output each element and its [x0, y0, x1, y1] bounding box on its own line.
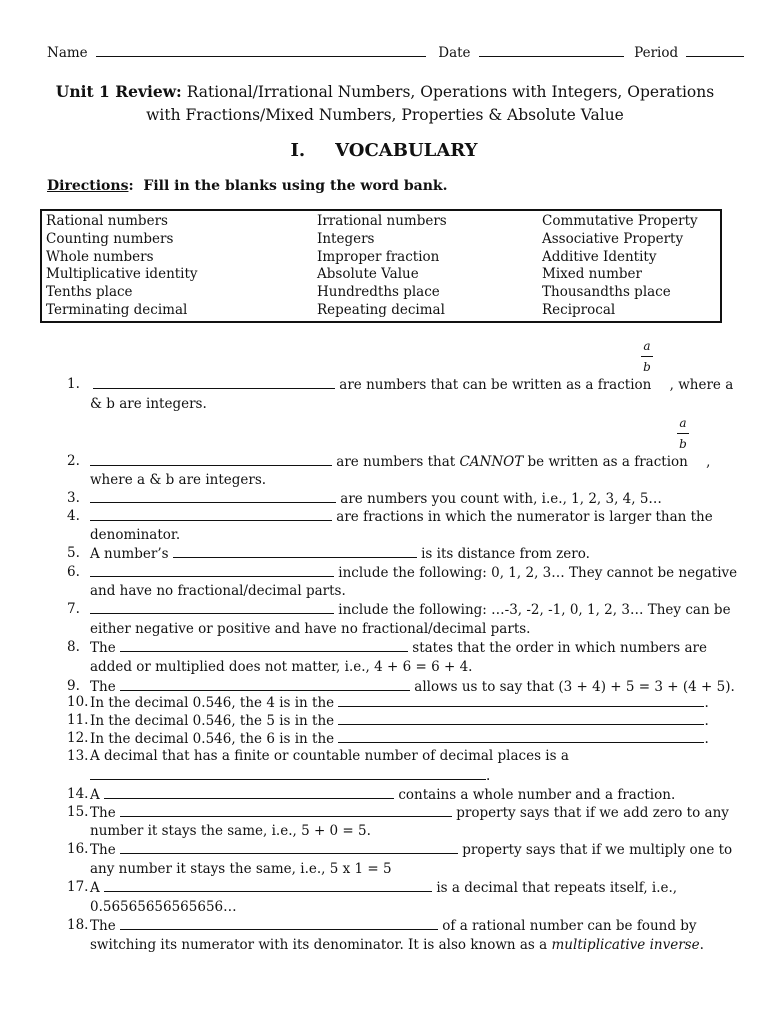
question-number: 16. [67, 841, 89, 857]
answer-blank-11[interactable] [338, 712, 704, 725]
question-text: contains a whole number and a fraction. [394, 787, 676, 803]
question-number: 2. [67, 453, 80, 469]
word-bank-item: Additive Identity [542, 248, 657, 265]
question-number: 6. [67, 564, 80, 580]
word-bank-item: Commutative Property [542, 213, 698, 229]
question-1 [93, 376, 733, 393]
question-text: In the decimal 0.546, the 5 is in the [90, 713, 339, 729]
question-18 [90, 917, 697, 934]
question-number: 3. [67, 490, 80, 506]
question-8-continued: added or multiplied does not matter, i.e., 4 + 6 = 6 + 4. [90, 659, 473, 675]
question-text: The [90, 918, 120, 934]
question-17-continued: 0.56565656565656… [90, 899, 237, 915]
question-text: allows us to say that (3 + 4) + 5 = 3 + (4 + 5). [409, 679, 735, 695]
question-text: property says that if we multiply one to [457, 842, 733, 858]
word-bank-item: Multiplicative identity [46, 266, 198, 283]
title-line1: Rational/Irrational Numbers, Operations with Integers, Operations [181, 83, 715, 101]
question-5 [90, 545, 590, 562]
question-14 [90, 786, 675, 803]
word-bank-item: Thousandths place [542, 284, 671, 301]
question-8 [90, 639, 707, 656]
fraction-denominator: b [643, 360, 651, 374]
question-number: 10. [67, 694, 89, 710]
period-field[interactable] [686, 44, 744, 57]
question-text: are fractions in which the numerator is larger than the [332, 509, 713, 525]
word-bank-item: Absolute Value [317, 266, 419, 283]
question-text: include the following: 0, 1, 2, 3… They cannot be negative [334, 565, 738, 581]
fraction-bar [677, 433, 689, 434]
question-1-continued: & b are integers. [90, 396, 207, 412]
word-bank-column-2 [317, 213, 447, 320]
fraction-a-over-b [641, 339, 653, 374]
question-text: are numbers that [332, 454, 460, 470]
question-text: be written as a fraction [523, 454, 693, 470]
question-text: A [90, 787, 105, 803]
answer-blank-15[interactable] [120, 804, 452, 817]
question-text: . [486, 768, 491, 784]
name-label: Name [47, 45, 88, 61]
question-9 [90, 678, 735, 695]
question-7-continued: either negative or positive and have no fractional/decimal parts. [90, 621, 531, 637]
title-bold: Unit 1 Review: [55, 82, 182, 101]
question-text: The [90, 679, 120, 695]
question-13-continued [90, 767, 490, 784]
question-text: The [90, 805, 120, 821]
word-bank-item: Rational numbers [46, 213, 168, 229]
question-number: 14. [67, 786, 89, 802]
question-text: , [706, 454, 711, 470]
word-bank-column-1 [46, 213, 198, 320]
question-number: 18. [67, 917, 89, 933]
worksheet-title [40, 80, 730, 127]
directions-colon: : [128, 178, 134, 194]
fraction-a-over-b [677, 416, 689, 451]
question-16-continued: any number it stays the same, i.e., 5 x 1 = 5 [90, 861, 392, 877]
answer-blank-17[interactable] [104, 879, 432, 892]
answer-blank-1[interactable] [93, 376, 335, 389]
word-bank-item: Improper fraction [317, 248, 440, 265]
word-bank-item: Associative Property [542, 230, 684, 247]
word-bank-item: Mixed number [542, 266, 642, 283]
name-field[interactable] [96, 44, 426, 57]
question-text: is its distance from zero. [416, 546, 590, 562]
fraction-numerator: a [679, 416, 687, 430]
question-number: 12. [67, 730, 89, 746]
question-text: . [704, 713, 709, 729]
word-bank-item: Integers [317, 230, 375, 247]
question-16 [90, 841, 732, 858]
answer-blank-7[interactable] [90, 601, 334, 614]
question-emphasis: CANNOT [459, 454, 524, 470]
question-4-continued: denominator. [90, 527, 181, 543]
title-line2: with Fractions/Mixed Numbers, Properties & Absolute Value [146, 106, 624, 124]
question-text: In the decimal 0.546, the 4 is in the [90, 695, 339, 711]
word-bank-item: Tenths place [46, 284, 133, 301]
question-17 [90, 879, 677, 896]
question-text: property says that if we add zero to any [451, 805, 729, 821]
question-number: 1. [67, 376, 80, 392]
answer-blank-3[interactable] [90, 490, 336, 503]
fraction-numerator: a [643, 339, 651, 353]
question-4 [90, 508, 713, 525]
question-text: The [90, 842, 120, 858]
word-bank-item: Repeating decimal [317, 301, 445, 318]
question-15 [90, 804, 729, 821]
period-label: Period [634, 45, 679, 61]
question-2 [90, 453, 710, 470]
date-field[interactable] [479, 44, 624, 57]
question-number: 9. [67, 678, 80, 694]
answer-blank-4[interactable] [90, 508, 332, 521]
question-12 [90, 730, 709, 747]
question-2-continued: where a & b are integers. [90, 472, 267, 488]
question-text: A [90, 880, 105, 896]
question-text: are numbers that can be written as a fraction [335, 377, 656, 393]
question-7 [90, 601, 731, 618]
word-bank-item: Reciprocal [542, 301, 616, 318]
question-number: 15. [67, 804, 89, 820]
answer-blank-13[interactable] [90, 767, 486, 780]
question-number: 5. [67, 545, 80, 561]
answer-blank-18[interactable] [120, 917, 438, 930]
question-11 [90, 712, 709, 729]
question-text: A number’s [90, 546, 173, 562]
question-text: states that the order in which numbers are [407, 640, 707, 656]
word-bank [40, 209, 722, 323]
question-text: The [90, 640, 120, 656]
question-text: is a decimal that repeats itself, i.e., [432, 880, 678, 896]
answer-blank-12[interactable] [338, 730, 704, 743]
word-bank-item: Terminating decimal [46, 301, 188, 318]
question-text: are numbers you count with, i.e., 1, 2, 3, 4, 5… [336, 491, 662, 507]
question-15-continued: number it stays the same, i.e., 5 + 0 = 5. [90, 823, 371, 839]
directions-text: Fill in the blanks using the word bank. [133, 178, 448, 194]
question-number: 13. [67, 748, 89, 764]
word-bank-column-3 [542, 213, 698, 320]
word-bank-item: Whole numbers [46, 248, 154, 265]
question-text: . [704, 731, 709, 747]
question-13: A decimal that has a finite or countable number of decimal places is a [90, 748, 569, 764]
section-number: I. [290, 140, 306, 161]
section-heading [0, 140, 768, 161]
answer-blank-14[interactable] [104, 786, 394, 799]
directions [47, 178, 447, 194]
question-text: In the decimal 0.546, the 6 is in the [90, 731, 339, 747]
question-number: 4. [67, 508, 80, 524]
question-number: 8. [67, 639, 80, 655]
answer-blank-5[interactable] [173, 545, 417, 558]
answer-blank-10[interactable] [338, 694, 704, 707]
question-number: 11. [67, 712, 89, 728]
answer-blank-6[interactable] [90, 564, 334, 577]
student-info-header [47, 44, 719, 61]
question-text: . [699, 937, 704, 953]
question-18-continued [90, 937, 704, 953]
directions-label: Directions [47, 178, 129, 194]
question-text: switching its numerator with its denominator. It is also known as a [90, 937, 552, 953]
question-emphasis: multiplicative inverse [551, 937, 700, 953]
question-6-continued: and have no fractional/decimal parts. [90, 583, 346, 599]
question-text: of a rational number can be found by [437, 918, 697, 934]
word-bank-item: Hundredths place [317, 284, 440, 301]
date-label: Date [438, 45, 471, 61]
question-number: 7. [67, 601, 80, 617]
answer-blank-16[interactable] [120, 841, 458, 854]
fraction-bar [641, 356, 653, 357]
question-text: , where a [669, 377, 734, 393]
question-6 [90, 564, 737, 581]
word-bank-item: Counting numbers [46, 230, 174, 247]
section-name: VOCABULARY [335, 140, 478, 161]
answer-blank-2[interactable] [90, 453, 332, 466]
question-number: 17. [67, 879, 89, 895]
answer-blank-8[interactable] [120, 639, 408, 652]
question-text: include the following: …-3, -2, -1, 0, 1, 2, 3… They can be [334, 602, 731, 618]
question-text: . [704, 695, 709, 711]
question-10 [90, 694, 709, 711]
word-bank-item: Irrational numbers [317, 213, 447, 229]
question-3 [90, 490, 662, 507]
answer-blank-9[interactable] [120, 678, 410, 691]
fraction-denominator: b [679, 437, 687, 451]
